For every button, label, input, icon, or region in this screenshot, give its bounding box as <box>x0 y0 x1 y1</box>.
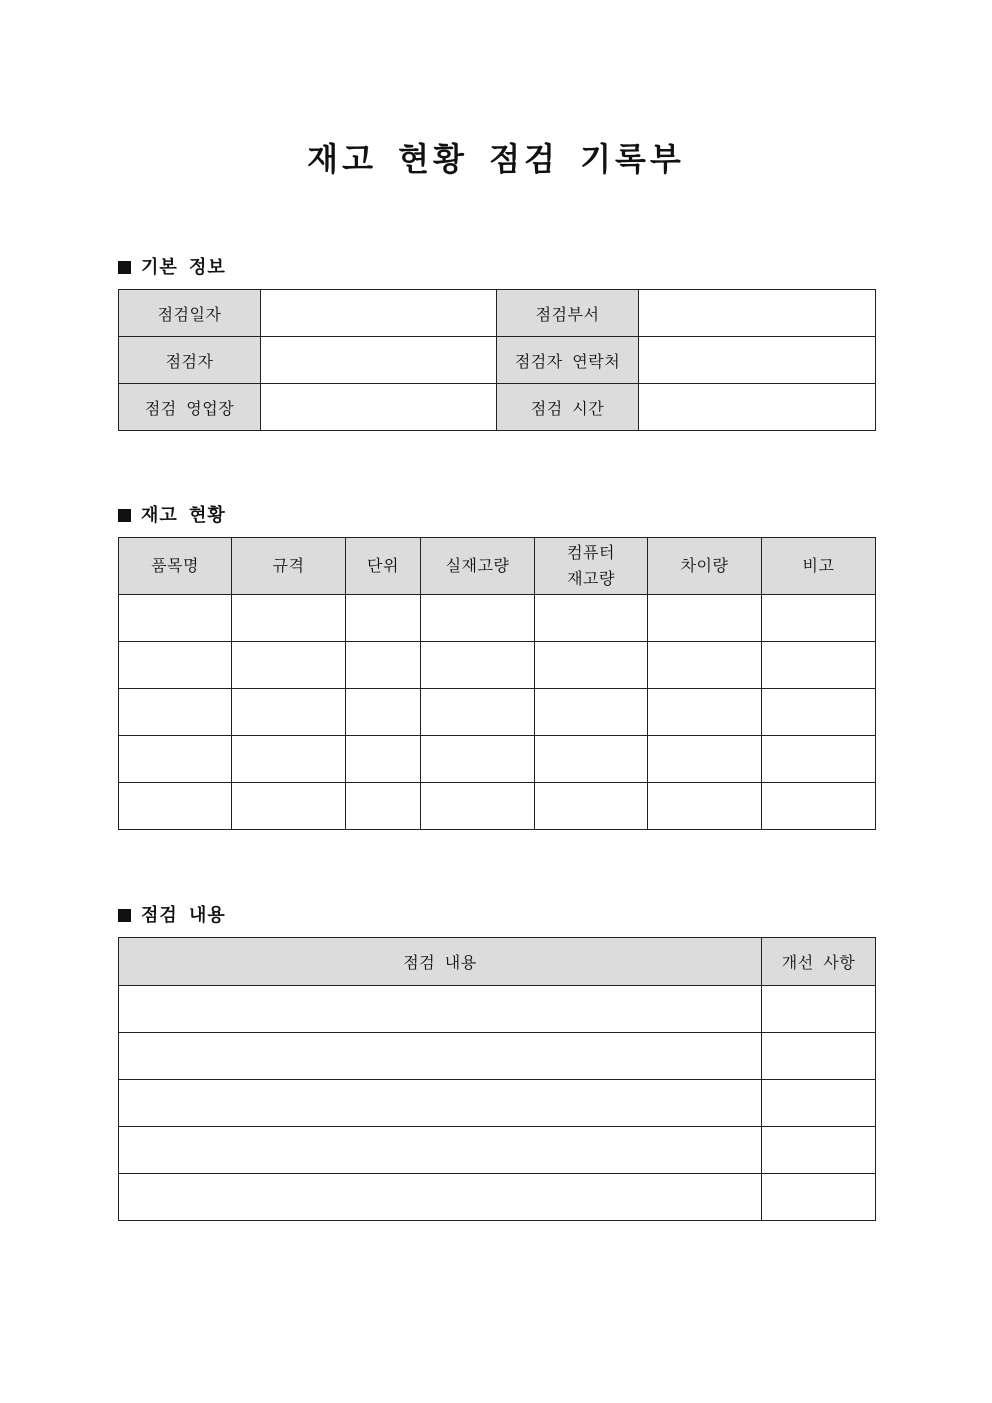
inspector-contact-field[interactable] <box>639 337 876 384</box>
table-row <box>119 689 876 736</box>
inspection-table <box>118 937 876 1221</box>
table-row <box>119 384 876 431</box>
table-cell[interactable] <box>648 595 762 642</box>
table-cell[interactable] <box>762 783 876 830</box>
table-cell[interactable] <box>421 783 535 830</box>
table-row <box>119 337 876 384</box>
table-cell[interactable] <box>119 1174 762 1221</box>
inspection-date-field[interactable] <box>261 290 497 337</box>
basic-info-table <box>118 289 876 431</box>
table-cell[interactable] <box>346 736 421 783</box>
table-cell[interactable] <box>346 783 421 830</box>
table-cell[interactable] <box>762 1033 876 1080</box>
table-cell[interactable] <box>421 642 535 689</box>
column-header-improvement: 개선 사항 <box>762 938 876 986</box>
table-cell[interactable] <box>421 689 535 736</box>
table-cell[interactable] <box>119 689 232 736</box>
table-row <box>119 642 876 689</box>
table-header-row <box>119 938 876 986</box>
table-cell[interactable] <box>232 689 346 736</box>
inspector-label: 점검자 <box>119 337 261 384</box>
column-header-actual-qty: 실재고량 <box>421 538 535 595</box>
inspection-site-label: 점검 영업장 <box>119 384 261 431</box>
table-cell[interactable] <box>119 595 232 642</box>
table-cell[interactable] <box>346 595 421 642</box>
section-heading-basic-info <box>118 253 226 279</box>
table-cell[interactable] <box>119 642 232 689</box>
table-cell[interactable] <box>535 595 648 642</box>
table-cell[interactable] <box>535 689 648 736</box>
section-heading-label: 재고 현황 <box>141 505 226 526</box>
table-row <box>119 986 876 1033</box>
table-cell[interactable] <box>762 1127 876 1174</box>
column-header-remarks: 비고 <box>762 538 876 595</box>
table-cell[interactable] <box>648 736 762 783</box>
table-row <box>119 290 876 337</box>
table-cell[interactable] <box>762 595 876 642</box>
table-row <box>119 1080 876 1127</box>
table-cell[interactable] <box>346 642 421 689</box>
table-cell[interactable] <box>648 783 762 830</box>
column-header-spec: 규격 <box>232 538 346 595</box>
table-cell[interactable] <box>762 689 876 736</box>
inspection-site-field[interactable] <box>261 384 497 431</box>
square-bullet-icon <box>118 909 131 922</box>
table-cell[interactable] <box>232 642 346 689</box>
table-cell[interactable] <box>762 642 876 689</box>
table-cell[interactable] <box>762 736 876 783</box>
table-cell[interactable] <box>648 689 762 736</box>
column-header-unit: 단위 <box>346 538 421 595</box>
table-cell[interactable] <box>762 1174 876 1221</box>
inspector-field[interactable] <box>261 337 497 384</box>
inventory-table <box>118 537 876 830</box>
table-cell[interactable] <box>421 736 535 783</box>
square-bullet-icon <box>118 261 131 274</box>
table-cell[interactable] <box>119 1033 762 1080</box>
table-cell[interactable] <box>119 736 232 783</box>
table-cell[interactable] <box>535 642 648 689</box>
table-row <box>119 783 876 830</box>
inspector-contact-label: 점검자 연락처 <box>497 337 639 384</box>
section-heading-inspection <box>118 901 226 927</box>
table-row <box>119 1127 876 1174</box>
table-cell[interactable] <box>119 1080 762 1127</box>
column-header-difference: 차이량 <box>648 538 762 595</box>
inspection-department-label: 점검부서 <box>497 290 639 337</box>
table-cell[interactable] <box>232 783 346 830</box>
table-cell[interactable] <box>232 595 346 642</box>
table-row <box>119 1174 876 1221</box>
table-cell[interactable] <box>648 642 762 689</box>
column-header-computer-qty-line2: 재고량 <box>567 569 615 588</box>
section-heading-label: 기본 정보 <box>141 257 226 278</box>
inspection-date-label: 점검일자 <box>119 290 261 337</box>
square-bullet-icon <box>118 509 131 522</box>
table-cell[interactable] <box>119 986 762 1033</box>
table-cell[interactable] <box>762 1080 876 1127</box>
table-cell[interactable] <box>232 736 346 783</box>
column-header-inspection-content: 점검 내용 <box>119 938 762 986</box>
column-header-item-name: 품목명 <box>119 538 232 595</box>
table-cell[interactable] <box>346 689 421 736</box>
table-cell[interactable] <box>119 783 232 830</box>
table-row <box>119 1033 876 1080</box>
document-title: 재고 현황 점검 기록부 <box>307 140 685 178</box>
column-header-computer-qty <box>535 538 648 595</box>
table-cell[interactable] <box>535 783 648 830</box>
inspection-time-field[interactable] <box>639 384 876 431</box>
inspection-time-label: 점검 시간 <box>497 384 639 431</box>
table-cell[interactable] <box>421 595 535 642</box>
table-cell[interactable] <box>535 736 648 783</box>
table-cell[interactable] <box>119 1127 762 1174</box>
table-header-row <box>119 538 876 595</box>
table-cell[interactable] <box>762 986 876 1033</box>
inspection-department-field[interactable] <box>639 290 876 337</box>
column-header-computer-qty-line1: 컴퓨터 <box>567 543 615 562</box>
section-heading-label: 점검 내용 <box>141 905 226 926</box>
section-heading-inventory <box>118 501 226 527</box>
table-row <box>119 595 876 642</box>
table-row <box>119 736 876 783</box>
